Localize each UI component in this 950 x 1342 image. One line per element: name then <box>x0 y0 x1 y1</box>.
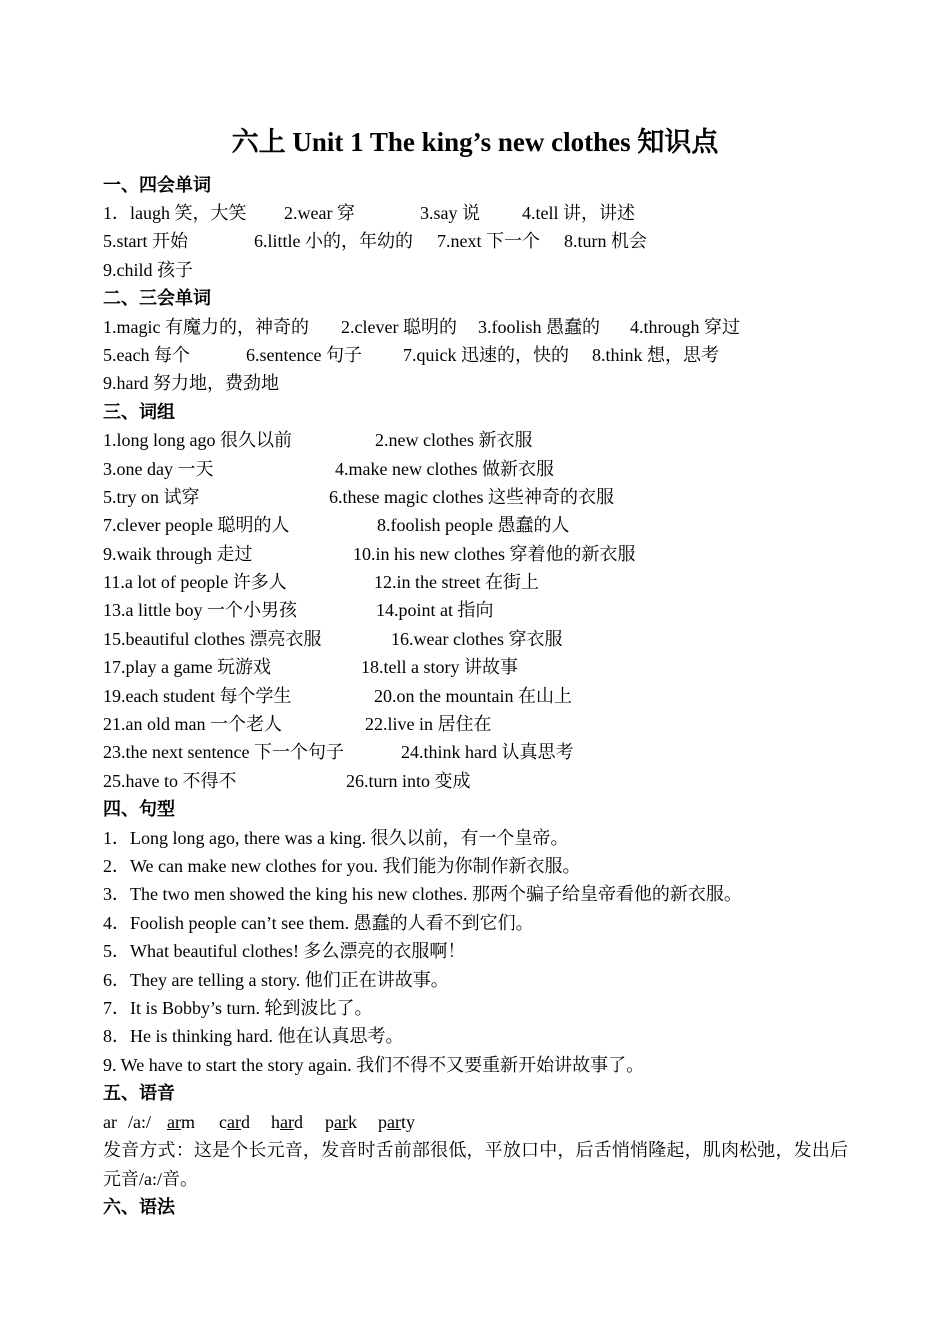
phrase-item: 2.new clothes 新衣服 <box>375 430 533 450</box>
section-heading-phonics: 五、语音 <box>103 1083 175 1103</box>
phrase-item: 23.the next sentence 下一个句子 <box>103 742 344 762</box>
phrase-item: 16.wear clothes 穿衣服 <box>391 629 563 649</box>
phrase-item: 10.in his new clothes 穿着他的新衣服 <box>353 544 636 564</box>
sentence-item: 2．We can make new clothes for you. 我们能为你制作新衣服。 <box>103 856 581 876</box>
phrase-item: 7.clever people 聪明的人 <box>103 515 290 535</box>
word-item: 8.turn 机会 <box>564 231 647 251</box>
pronunciation-description: 发音方式：这是个长元音，发音时舌前部很低，平放口中，后舌悄悄隆起，肌肉松弛，发出后元音/a:/音。 <box>103 1140 848 1189</box>
sentence-item: 9. We have to start the story again. 我们不得不又要重新开始讲故事了。 <box>103 1055 645 1075</box>
phrase-item: 22.live in 居住在 <box>365 714 492 734</box>
phrase-item: 5.try on 试穿 <box>103 487 200 507</box>
phonics-sound: /a:/ <box>128 1112 151 1132</box>
phrase-item: 13.a little boy 一个小男孩 <box>103 600 297 620</box>
phrase-item: 25.have to 不得不 <box>103 771 237 791</box>
phrase-item: 20.on the mountain 在山上 <box>374 686 572 706</box>
word-item: 9.child 孩子 <box>103 260 193 280</box>
phonics-word: arm <box>167 1112 195 1132</box>
word-item: 1.magic 有魔力的，神奇的 <box>103 317 309 337</box>
word-item: 5.each 每个 <box>103 345 190 365</box>
word-item: 4.through 穿过 <box>630 317 740 337</box>
word-item: 5.start 开始 <box>103 231 188 251</box>
section-heading-three-skill-words: 二、三会单词 <box>103 288 211 308</box>
word-item: 6.sentence 句子 <box>246 345 362 365</box>
page-title: 六上 Unit 1 The king’s new clothes 知识点 <box>231 127 719 157</box>
phrase-item: 9.waik through 走过 <box>103 544 253 564</box>
word-item: 8.think 想，思考 <box>592 345 720 365</box>
section-heading-sentences: 四、句型 <box>103 799 175 819</box>
phonics-word: card <box>219 1112 250 1132</box>
phonics-word: hard <box>271 1112 303 1132</box>
phrase-item: 18.tell a story 讲故事 <box>361 657 518 677</box>
phrase-item: 12.in the street 在街上 <box>374 572 539 592</box>
phonics-letters: ar <box>103 1112 117 1132</box>
word-item: 2.wear 穿 <box>284 203 355 223</box>
word-item: 6.little 小的，年幼的 <box>254 231 413 251</box>
word-item: 1．laugh 笑，大笑 <box>103 203 247 223</box>
sentence-item: 1．Long long ago, there was a king. 很久以前，有一个皇帝。 <box>103 828 569 848</box>
phrase-item: 4.make new clothes 做新衣服 <box>335 459 554 479</box>
sentence-item: 7．It is Bobby’s turn. 轮到波比了。 <box>103 998 373 1018</box>
word-item: 7.quick 迅速的，快的 <box>403 345 569 365</box>
section-heading-phrases: 三、词组 <box>103 402 175 422</box>
section-heading-grammar: 六、语法 <box>103 1197 175 1217</box>
sentence-item: 3．The two men showed the king his new clothes. 那两个骗子给皇帝看他的新衣服。 <box>103 884 742 904</box>
phrase-item: 17.play a game 玩游戏 <box>103 657 271 677</box>
word-item: 9.hard 努力地，费劲地 <box>103 373 279 393</box>
phonics-word: park <box>325 1112 357 1132</box>
sentence-item: 5．What beautiful clothes! 多么漂亮的衣服啊！ <box>103 941 466 961</box>
sentence-item: 8．He is thinking hard. 他在认真思考。 <box>103 1026 404 1046</box>
word-item: 4.tell 讲，讲述 <box>522 203 635 223</box>
word-item: 3.foolish 愚蠢的 <box>478 317 601 337</box>
phrase-item: 15.beautiful clothes 漂亮衣服 <box>103 629 322 649</box>
phrase-item: 6.these magic clothes 这些神奇的衣服 <box>329 487 614 507</box>
phrase-item: 26.turn into 变成 <box>346 771 471 791</box>
section-heading-four-skill-words: 一、四会单词 <box>103 175 211 195</box>
phrase-item: 24.think hard 认真思考 <box>401 742 574 762</box>
word-item: 7.next 下一个 <box>437 231 540 251</box>
phrase-item: 3.one day 一天 <box>103 459 214 479</box>
phonics-word: party <box>378 1112 415 1132</box>
phrase-item: 8.foolish people 愚蠢的人 <box>377 515 570 535</box>
phrase-item: 19.each student 每个学生 <box>103 686 292 706</box>
word-item: 2.clever 聪明的 <box>341 317 457 337</box>
phrase-item: 1.long long ago 很久以前 <box>103 430 292 450</box>
sentence-item: 6．They are telling a story. 他们正在讲故事。 <box>103 970 449 990</box>
phrase-item: 21.an old man 一个老人 <box>103 714 282 734</box>
sentence-item: 4．Foolish people can’t see them. 愚蠢的人看不到它们。 <box>103 913 534 933</box>
word-item: 3.say 说 <box>420 203 480 223</box>
phrase-item: 11.a lot of people 许多人 <box>103 572 287 592</box>
phrase-item: 14.point at 指向 <box>376 600 494 620</box>
